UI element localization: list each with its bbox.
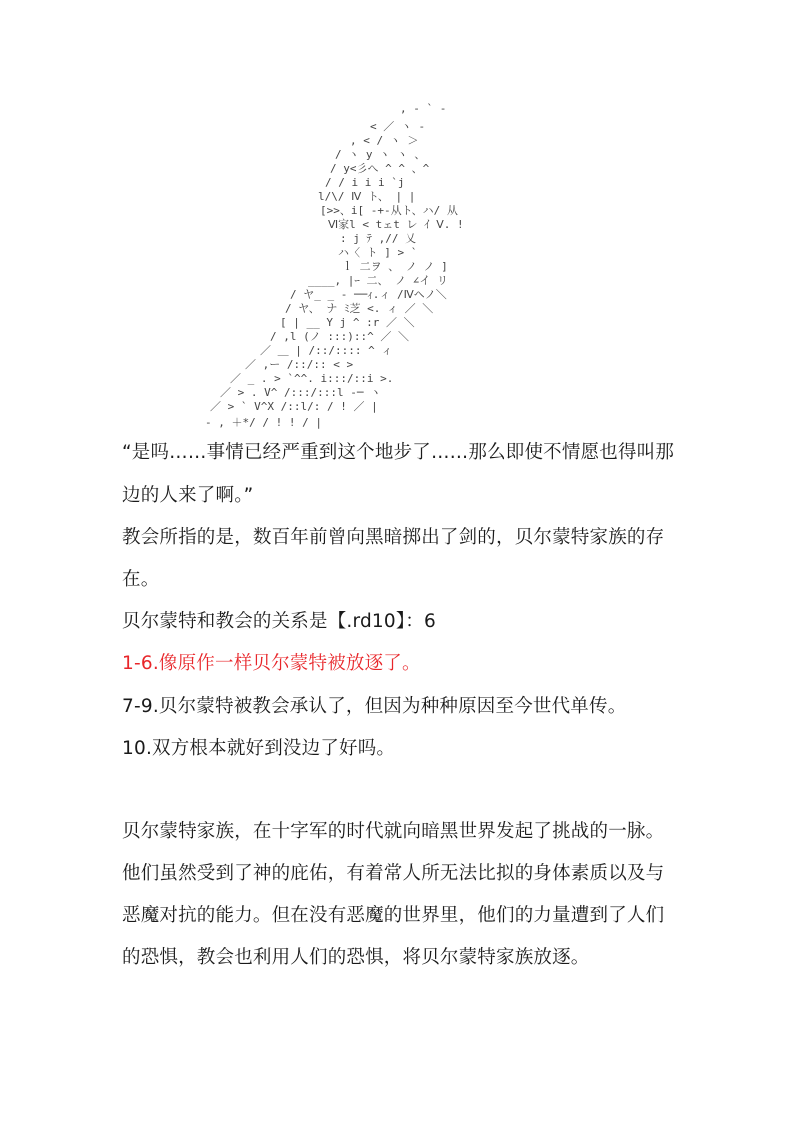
svg-text:/ / i i i: / / i i i `j <box>325 176 405 189</box>
narration-line-1: 教会所指的是，数百年前曾向黑暗掷出了剑的，贝尔蒙特家族的存 <box>122 527 665 548</box>
svg-text:[ | __ Y j ^ :r: [ | __ Y j ^ :r ／ ＼ <box>280 316 415 329</box>
svg-text:ｌ 二ヲ 、 ノ ノ ]: ｌ 二ヲ 、 ノ ノ ] <box>342 260 448 273</box>
svg-text:‐ , ＋*/ / ! !: ‐ , ＋*/ / ! ! / | <box>205 416 322 429</box>
svg-text:／ ,ー /::/:: <: ／ ,ー /::/:: < > <box>245 358 354 371</box>
svg-text:Ⅵ家l < tェt レ ｲ Ⅴ. !: Ⅵ家l < tェt レ ｲ Ⅴ. ! <box>328 218 464 231</box>
svg-text:／ > . V^ /:::/:::l: ／ > . V^ /:::/:::l ‐─ ヽ <box>220 386 382 399</box>
narration2-line-3: 恶魔对抗的能力。但在没有恶魔的世界里，他们的力量遭到了人们 <box>122 905 665 926</box>
svg-text:／ ＿ | /::/:::: ^ ィ: ／ ＿ | /::/:::: ^ ィ <box>260 344 393 357</box>
svg-text:/ ,l (ノ :::)::^ ／: / ,l (ノ :::)::^ ／ ＼ <box>270 330 409 343</box>
narration2-line-4: 的恐惧，教会也利用人们的恐惧，将贝尔蒙特家族放逐。 <box>122 947 590 968</box>
narration2-line-1: 贝尔蒙特家族，在十字军的时代就向暗黑世界发起了挑战的一脉。 <box>122 821 665 842</box>
narration2-line-2: 他们虽然受到了神的庇佑，有着常人所无法比拟的身体素质以及与 <box>122 863 665 884</box>
svg-text:____, |ｰ 二、 ノ ∠イ リ: ____, |ｰ 二、 ノ ∠イ リ <box>308 274 448 287</box>
svg-text:, - ` ‐: , - ` ‐ <box>400 102 447 115</box>
narration-line-2: 在。 <box>122 569 160 590</box>
svg-text:< ／ ヽ ‐: < ／ ヽ ‐ <box>370 120 426 133</box>
dialogue-line-2: 边的人来了啊。” <box>122 485 254 506</box>
roll-option-selected: 1-6.像原作一样贝尔蒙特被放逐了。 <box>122 653 421 674</box>
svg-text:ハ〈 ト ] > `: ハ〈 ト ] > ` <box>338 246 418 259</box>
svg-text:: j ﾃ ,// 乂: : j ﾃ ,// 乂 <box>340 232 417 245</box>
dialogue-line-1: “是吗……事情已经严重到这个地步了……那么即使不情愿也得叫那 <box>122 442 675 463</box>
svg-text:/ ヤ、 ナ ﾐ芝 <. ィ ／: / ヤ、 ナ ﾐ芝 <. ィ ／ ＼ <box>285 302 434 315</box>
svg-text:[>>、i[ -+-从ト、ハ/ 从: [>>、i[ -+-从ト、ハ/ 从 <box>320 204 458 217</box>
svg-text:／ _ . > `^^. i:::/::i: ／ _ . > `^^. i:::/::i >. <box>230 372 394 385</box>
svg-text:/ ヽ y ヽ ヽ 、: / ヽ y ヽ ヽ 、 <box>335 148 426 161</box>
document-body <box>122 0 692 1131</box>
roll-option-2: 7-9.贝尔蒙特被教会承认了，但因为种种原因至今世代单传。 <box>122 696 627 717</box>
svg-text:l/\/ Ⅳ ト、 |: l/\/ Ⅳ ト、 | | <box>318 190 416 203</box>
svg-text:/ y<彡へ ^ ^ 、^: / y<彡へ ^ ^ 、^ <box>330 162 430 175</box>
roll-option-3: 10.双方根本就好到没边了好吗。 <box>122 738 396 759</box>
svg-text:, < / ヽ ＞: , < / ヽ ＞ <box>350 134 419 147</box>
svg-text:/ ヤ_ _ - ──ｨ.ィ /Ⅳヘノ＼: / ヤ_ _ - ──ｨ.ィ /Ⅳヘノ＼ <box>290 288 447 301</box>
svg-text:／ > ` V^X /::l/: / !: ／ > ` V^X /::l/: / ! ／ | <box>210 400 378 413</box>
roll-prompt: 贝尔蒙特和教会的关系是【.rd10】：6 <box>122 611 436 632</box>
